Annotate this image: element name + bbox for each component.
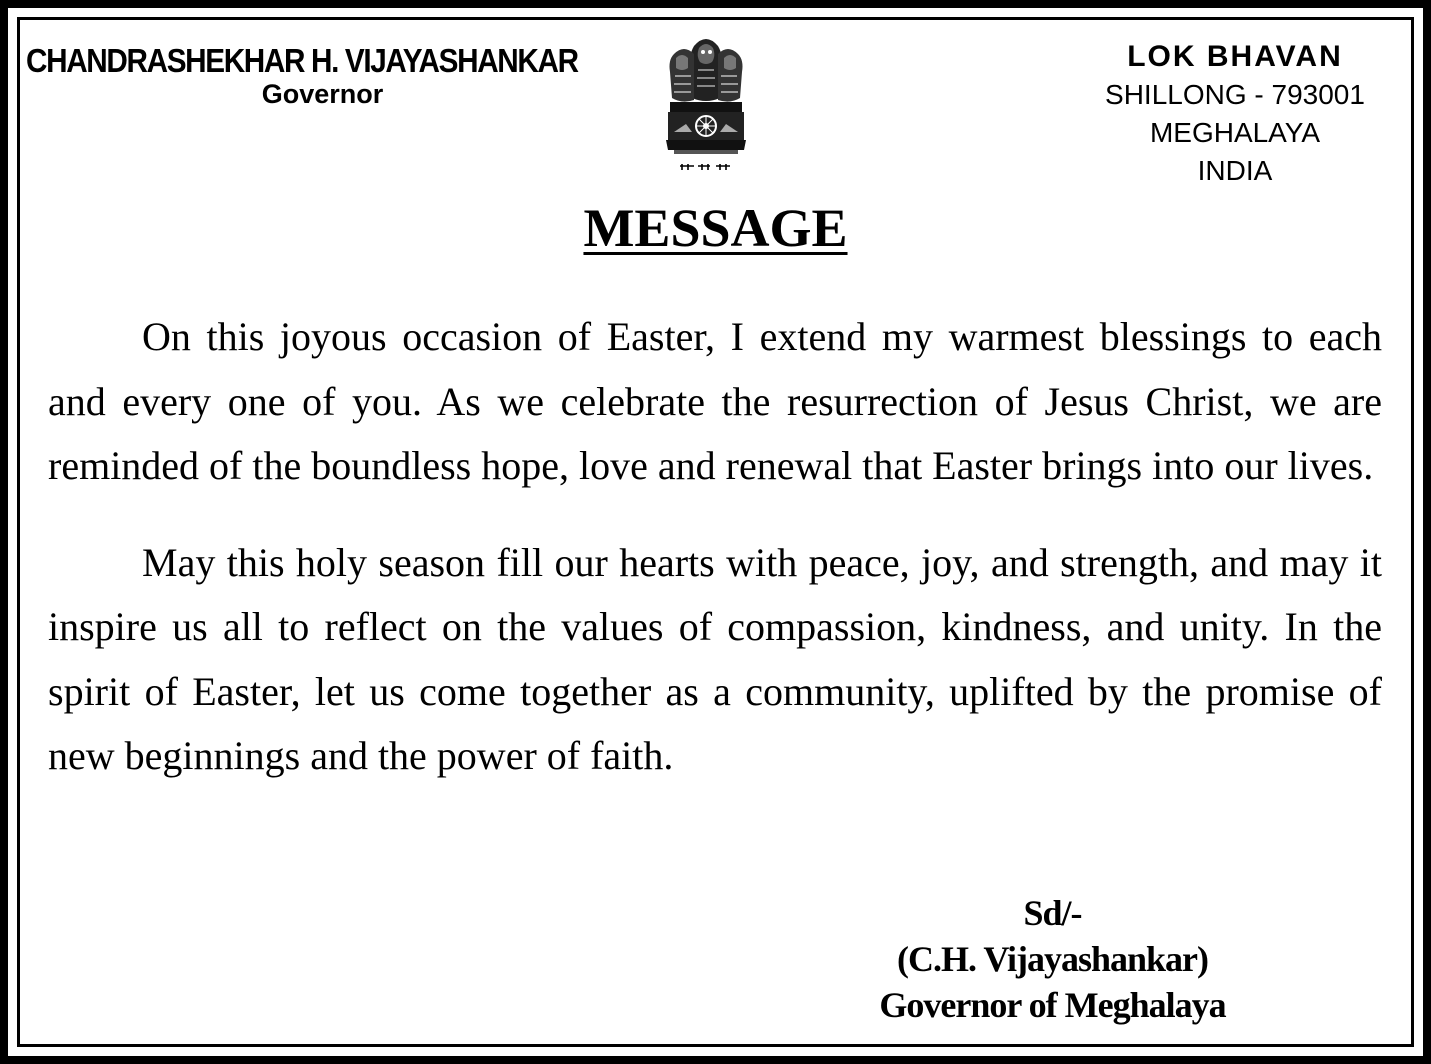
paragraph: May this holy season fill our hearts with peace, joy, and strength, and may it inspire us all to reflect on the values of compassion, kindness, and unity. In the spirit of Easter, let us come together as a community, uplifted by the promise of new beginnings and the power of faith. <box>48 539 1382 778</box>
message-body <box>48 305 1382 789</box>
sender-block <box>26 40 621 110</box>
address-line-3: MEGHALAYA <box>1149 117 1321 148</box>
signature-sd: Sd/- <box>1023 893 1082 933</box>
message-title: MESSAGE <box>583 198 848 258</box>
signature-designation: Governor of Meghalaya <box>879 985 1226 1025</box>
address-line-4: INDIA <box>1197 155 1273 186</box>
signature-name: (C.H. Vijayashankar) <box>896 939 1209 979</box>
signature-block <box>790 890 1315 1028</box>
sender-role: Governor <box>261 79 384 109</box>
address-line-1: LOK BHAVAN <box>1127 40 1343 73</box>
address-block <box>1090 38 1380 190</box>
state-emblem-icon <box>664 28 748 178</box>
message-title-block <box>0 196 1431 260</box>
paragraph: On this joyous occasion of Easter, I extend my warmest blessings to each and every one of you. As we celebrate the resurrection of Jesus Christ, we are reminded of the boundless hope, love and renewal that Easter brings into our lives. <box>48 314 1382 488</box>
sender-name: CHANDRASHEKHAR H. VIJAYASHANKAR <box>26 42 578 79</box>
address-line-2: SHILLONG - 793001 <box>1105 79 1365 110</box>
